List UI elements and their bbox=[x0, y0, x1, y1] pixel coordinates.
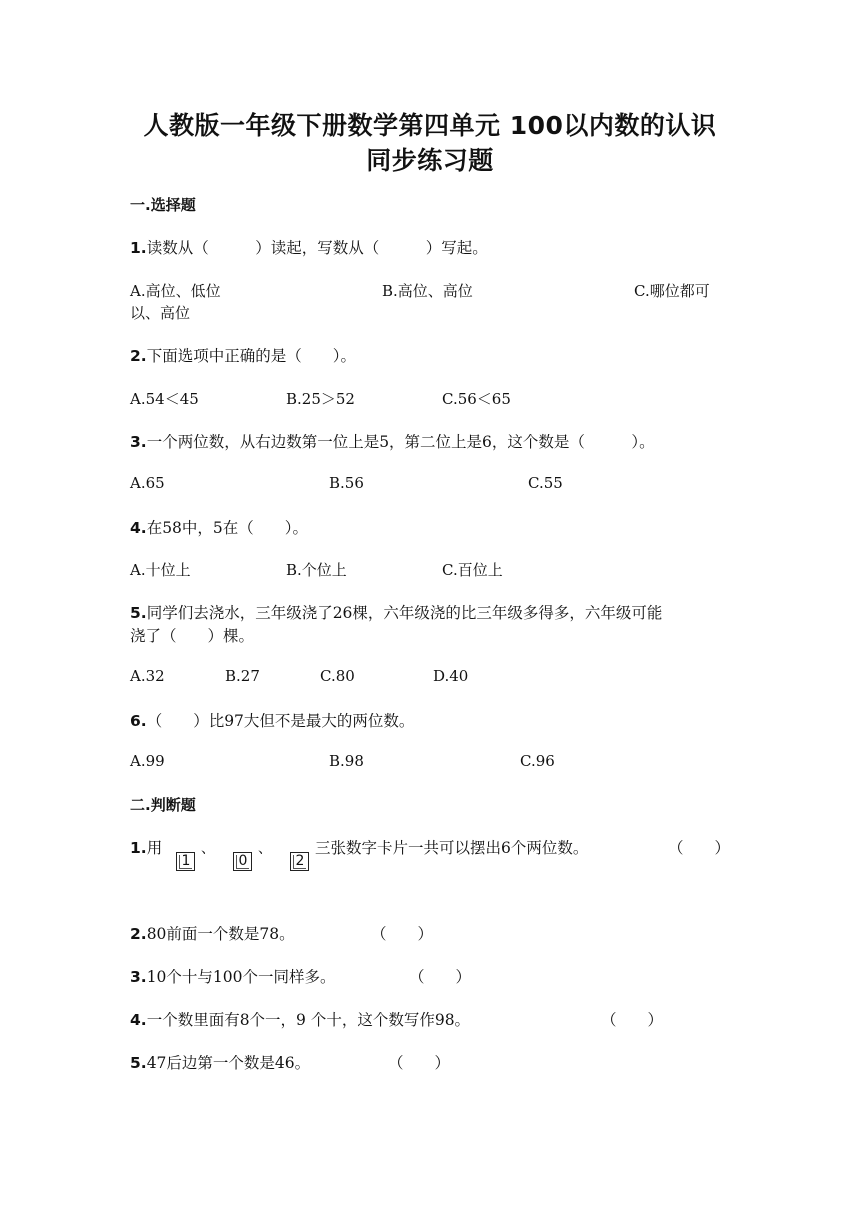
separator: 、 bbox=[258, 841, 272, 857]
question-4 bbox=[130, 516, 308, 538]
option-b: B.27 bbox=[225, 667, 260, 685]
question-text: 一个两位数，从右边数第一位上是5，第二位上是6，这个数是（ ）。 bbox=[146, 433, 655, 451]
question-number: 5. bbox=[130, 604, 147, 622]
judge-5 bbox=[130, 1051, 310, 1073]
digit-card-2: 2 bbox=[290, 852, 309, 871]
question-text-pre: 用 bbox=[146, 839, 163, 857]
judge-1-lead bbox=[130, 836, 162, 858]
question-text: （ ）比97大但不是最大的两位数。 bbox=[146, 712, 415, 730]
option-a: A.32 bbox=[130, 667, 165, 685]
question-6 bbox=[130, 709, 414, 731]
question-text: 读数从（ ）读起，写数从（ ）写起。 bbox=[146, 239, 488, 257]
question-number: 2. bbox=[130, 925, 147, 943]
answer-paren: （ ） bbox=[668, 839, 731, 857]
question-text: 同学们去浇水，三年级浇了26棵，六年级浇的比三年级多得多，六年级可能 bbox=[146, 604, 663, 622]
judge-3 bbox=[130, 965, 336, 987]
option-a: A.十位上 bbox=[130, 561, 191, 579]
question-number: 3. bbox=[130, 968, 147, 986]
option-c: C.96 bbox=[520, 752, 555, 770]
question-text: 下面选项中正确的是（ ）。 bbox=[146, 347, 356, 365]
question-number: 6. bbox=[130, 712, 147, 730]
option-b: B.高位、高位 bbox=[382, 282, 473, 300]
option-b: B.25＞52 bbox=[286, 390, 355, 408]
question-number: 5. bbox=[130, 1054, 147, 1072]
question-number: 2. bbox=[130, 347, 147, 365]
option-a: A.65 bbox=[130, 474, 165, 492]
option-c: C.百位上 bbox=[442, 561, 503, 579]
question-5-line2: 浇了（ ）棵。 bbox=[130, 627, 255, 645]
judge-4 bbox=[130, 1008, 470, 1030]
answer-paren: （ ） bbox=[601, 1011, 664, 1029]
option-c: C.哪位都可 bbox=[634, 282, 710, 300]
digit-card-0: 0 bbox=[233, 852, 252, 871]
question-number: 1. bbox=[130, 239, 147, 257]
question-number: 4. bbox=[130, 1011, 147, 1029]
answer-paren: （ ） bbox=[388, 1054, 451, 1072]
separator: 、 bbox=[201, 841, 215, 857]
question-number: 1. bbox=[130, 839, 147, 857]
option-b: B.98 bbox=[329, 752, 364, 770]
question-number: 3. bbox=[130, 433, 147, 451]
question-text: 在58中，5在（ ）。 bbox=[146, 519, 309, 537]
digit-card-1: 1 bbox=[176, 852, 195, 871]
answer-paren: （ ） bbox=[371, 925, 434, 943]
option-b: B.个位上 bbox=[286, 561, 347, 579]
question-text: 一个数里面有8个一，9 个十，这个数写作98。 bbox=[146, 1011, 471, 1029]
question-2 bbox=[130, 344, 356, 366]
option-d: D.40 bbox=[433, 667, 469, 685]
option-a: A.高位、低位 bbox=[130, 282, 221, 300]
page-title: 人教版一年级下册数学第四单元 100以内数的认识 bbox=[143, 111, 717, 140]
judge-2 bbox=[130, 922, 295, 944]
question-number: 4. bbox=[130, 519, 147, 537]
option-c: C.56＜65 bbox=[442, 390, 511, 408]
question-5 bbox=[130, 601, 662, 623]
page-subtitle: 同步练习题 bbox=[366, 146, 494, 175]
question-3 bbox=[130, 430, 655, 452]
question-text: 三张数字卡片一共可以摆出6个两位数。 bbox=[315, 839, 589, 857]
option-c-wrap: 以、高位 bbox=[130, 304, 191, 322]
question-text: 10个十与100个一同样多。 bbox=[146, 968, 336, 986]
option-c: C.80 bbox=[320, 667, 355, 685]
section-heading-choice: 一.选择题 bbox=[130, 196, 196, 214]
option-a: A.99 bbox=[130, 752, 165, 770]
option-b: B.56 bbox=[329, 474, 364, 492]
option-a: A.54＜45 bbox=[130, 390, 199, 408]
question-1 bbox=[130, 236, 488, 258]
question-text: 47后边第一个数是46。 bbox=[146, 1054, 311, 1072]
section-heading-judge: 二.判断题 bbox=[130, 796, 196, 814]
question-text: 80前面一个数是78。 bbox=[146, 925, 295, 943]
option-c: C.55 bbox=[528, 474, 563, 492]
answer-paren: （ ） bbox=[409, 968, 472, 986]
